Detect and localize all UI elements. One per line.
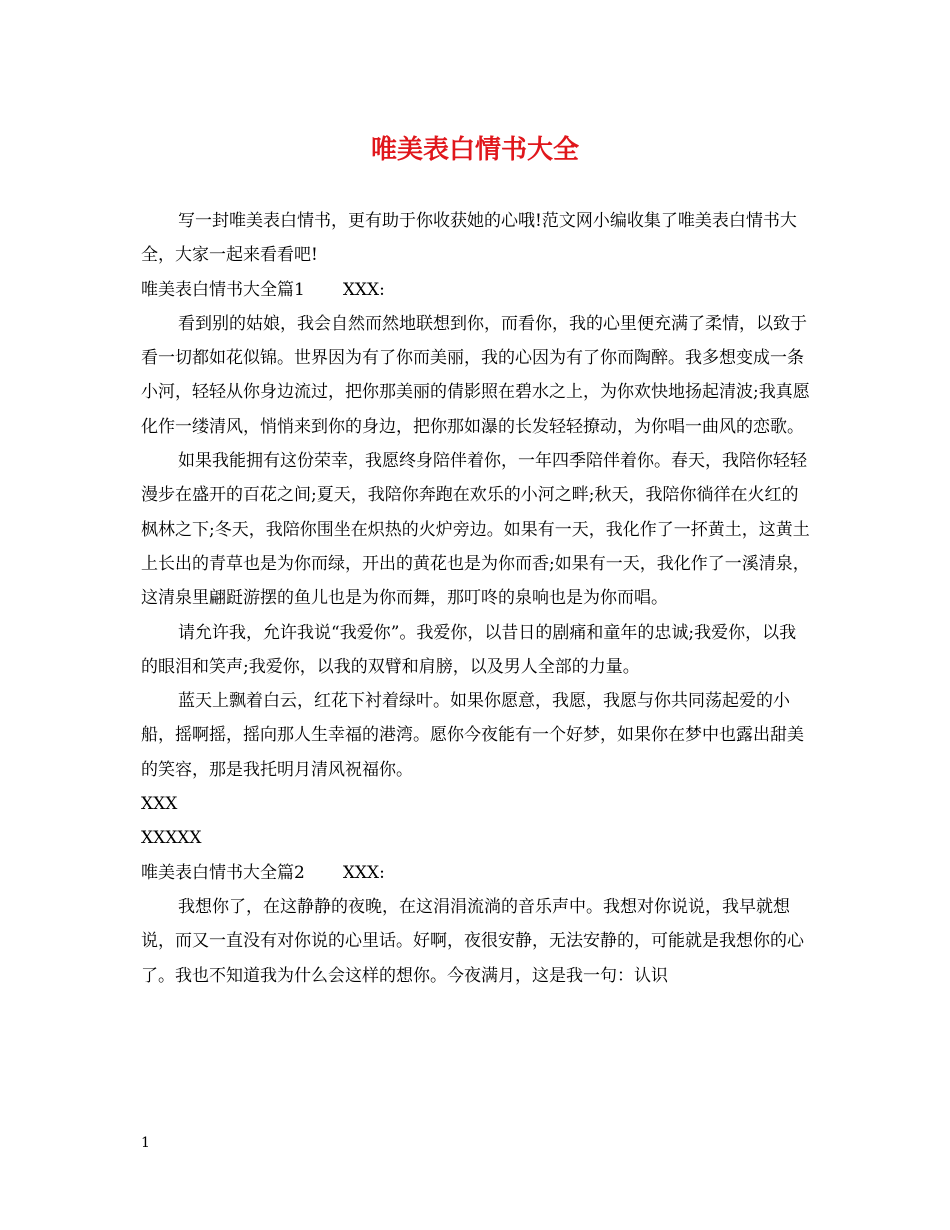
body-paragraph: 我想你了，在这静静的夜晚，在这涓涓流淌的音乐声中。我想对你说说，我早就想说，而又一直没有对你说的心里话。好啊，夜很安静，无法安静的，可能就是我想你的心了。我也不知道我为什么会这样的想你。今夜满月，这是我一句：认识 bbox=[141, 896, 804, 986]
section-title-1: 唯美表白情书大全篇1 bbox=[141, 279, 305, 300]
body-paragraph: 看到别的姑娘，我会自然而然地联想到你，而看你，我的心里便充满了柔情，以致于看一切都如花似锦。世界因为有了你而美丽，我的心因为有了你而陶醉。我多想变成一条小河，轻轻从你身边流过，把你那美丽的倩影照在碧水之上，为你欢快地扬起清波;我真愿化作一缕清风，悄悄来到你的身边，把你那如瀑的长发轻轻撩动，为你唱一曲风的恋歌。 bbox=[141, 313, 810, 437]
signature-1: XXX bbox=[141, 794, 178, 815]
document-title: 唯美表白情书大全 bbox=[370, 135, 579, 165]
body-paragraph: 如果我能拥有这份荣幸，我愿终身陪伴着你，一年四季陪伴着你。春天，我陪你轻轻漫步在盛开的百花之间;夏天，我陪你奔跑在欢乐的小河之畔;秋天，我陪你徜徉在火红的枫林之下;冬天，我陪你围坐在炽热的火炉旁边。如果有一天，我化作了一抔黄土，这黄土上长出的青草也是为你而绿，开出的黄花也是为你而香;如果有一天，我化作了一溪清泉，这清泉里翩跹游摆的鱼儿也是为你而舞，那叮咚的泉响也是为你而唱。 bbox=[141, 451, 810, 609]
section-title-2: 唯美表白情书大全篇2 bbox=[141, 862, 305, 883]
page-number: 1 bbox=[141, 1135, 150, 1151]
section-heading-1 bbox=[141, 273, 811, 307]
section-heading-2 bbox=[141, 856, 811, 890]
intro-paragraph: 写一封唯美表白情书，更有助于你收获她的心哦!范文网小编收集了唯美表白情书大全，大家一起来看看吧! bbox=[141, 211, 797, 266]
document-body bbox=[141, 204, 811, 993]
salutation-2: XXX: bbox=[342, 862, 385, 883]
body-paragraph: 请允许我，允许我说“我爱你”。我爱你，以昔日的剧痛和童年的忠诚;我爱你，以我的眼泪和笑声;我爱你，以我的双臂和肩膀，以及男人全部的力量。 bbox=[141, 622, 797, 677]
body-paragraph: 蓝天上飘着白云，红花下衬着绿叶。如果你愿意，我愿，我愿与你共同荡起爱的小船，摇啊摇，摇向那人生幸福的港湾。愿你今夜能有一个好梦，如果你在梦中也露出甜美的笑容，那是我托明月清风祝福你。 bbox=[141, 691, 804, 780]
salutation-1: XXX: bbox=[342, 279, 385, 300]
date-1: XXXXX bbox=[141, 828, 202, 849]
